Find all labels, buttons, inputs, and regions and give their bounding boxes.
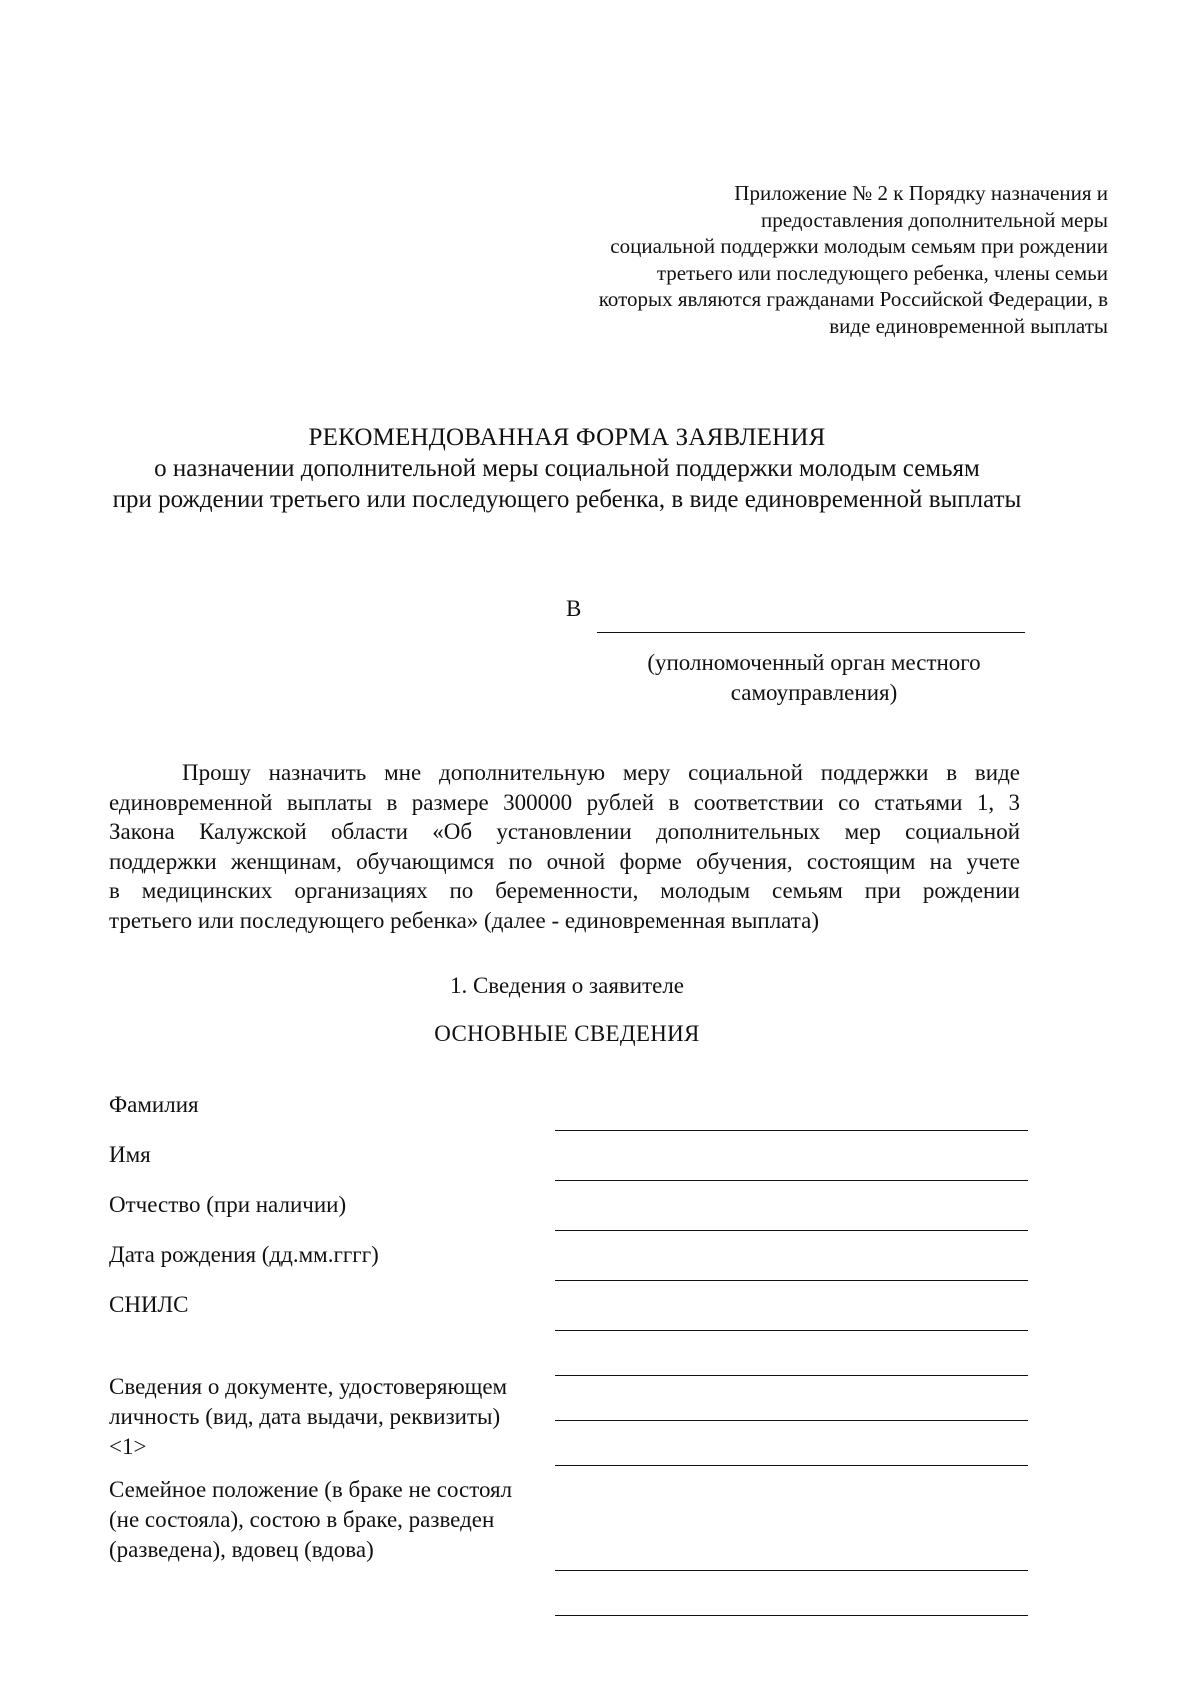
request-line: третьего или последующего ребенка» (далее - единовременная выплата)	[109, 907, 819, 933]
name-field-line[interactable]	[555, 1180, 1028, 1181]
addressee-prefix: В	[566, 596, 582, 621]
identity-doc-label	[109, 1372, 507, 1462]
document-title-block	[0, 422, 1134, 515]
identity-doc-field-line[interactable]	[555, 1420, 1028, 1421]
patronymic-label: Отчество (при наличии)	[109, 1192, 347, 1217]
identity-doc-label-line: Сведения о документе, удостоверяющем	[109, 1374, 508, 1399]
appendix-line: Приложение № 2 к Порядку назначения и	[734, 181, 1108, 205]
appendix-reference	[508, 180, 1108, 339]
identity-doc-label-line: личность (вид, дата выдачи, реквизиты)	[109, 1404, 501, 1429]
birth-date-label: Дата рождения (дд.мм.гггг)	[109, 1242, 379, 1267]
identity-doc-label-line: <1>	[109, 1434, 147, 1459]
request-line: Закона Калужской области «Об установлении дополнительных мер социальной	[109, 819, 1020, 844]
snils-field-line[interactable]	[555, 1330, 1028, 1331]
appendix-line: социальной поддержки молодым семьям при рождении	[610, 234, 1108, 258]
name-label: Имя	[109, 1142, 151, 1167]
identity-doc-field-line[interactable]	[555, 1375, 1028, 1376]
marital-status-label	[109, 1475, 512, 1565]
snils-label: СНИЛС	[109, 1292, 189, 1317]
patronymic-field-line[interactable]	[555, 1230, 1028, 1231]
marital-status-label-line: (разведена), вдовец (вдова)	[109, 1537, 374, 1562]
marital-status-field-line[interactable]	[555, 1570, 1028, 1571]
marital-status-label-line: Семейное положение (в браке не состоял	[109, 1477, 513, 1502]
surname-field-line[interactable]	[555, 1130, 1028, 1131]
appendix-line: третьего или последующего ребенка, члены семьи	[656, 260, 1108, 285]
birth-date-field-line[interactable]	[555, 1280, 1028, 1281]
surname-label: Фамилия	[109, 1092, 199, 1117]
request-line: Прошу назначить мне дополнительную меру социальной поддержки в виде	[182, 760, 1020, 785]
addressee-note	[600, 648, 1028, 708]
document-subtitle-line: при рождении третьего или последующего ребенка, в виде единовременной выплаты	[112, 486, 1022, 513]
section-title: ОСНОВНЫЕ СВЕДЕНИЯ	[434, 1021, 700, 1046]
section-heading: 1. Сведения о заявителе	[449, 973, 685, 998]
appendix-line: предоставления дополнительной меры	[761, 207, 1108, 232]
request-line: единовременной выплаты в размере 300000 рублей в соответствии со статьями 1, 3	[109, 789, 1020, 815]
document-subtitle-line: о назначении дополнительной меры социальной поддержки молодым семьям	[154, 455, 980, 482]
addressee-field-line[interactable]	[597, 632, 1025, 633]
marital-status-label-line: (не состояла), состою в браке, разведен	[109, 1507, 495, 1532]
marital-status-field-line[interactable]	[555, 1615, 1028, 1616]
request-line: в медицинских организациях по беременности, молодым семьям при рождении	[109, 878, 1020, 903]
addressee-note-line: (уполномоченный орган местного	[647, 650, 981, 675]
identity-doc-field-line[interactable]	[555, 1465, 1028, 1466]
addressee-note-line: самоуправления)	[730, 680, 898, 705]
request-line: поддержки женщинам, обучающимся по очной форме обучения, состоящим на учете	[109, 848, 1020, 874]
appendix-line: которых являются гражданами Российской Федерации, в	[598, 287, 1108, 311]
request-paragraph	[109, 758, 1020, 935]
document-title: РЕКОМЕНДОВАННАЯ ФОРМА ЗАЯВЛЕНИЯ	[308, 424, 826, 451]
appendix-line: виде единовременной выплаты	[829, 313, 1108, 338]
